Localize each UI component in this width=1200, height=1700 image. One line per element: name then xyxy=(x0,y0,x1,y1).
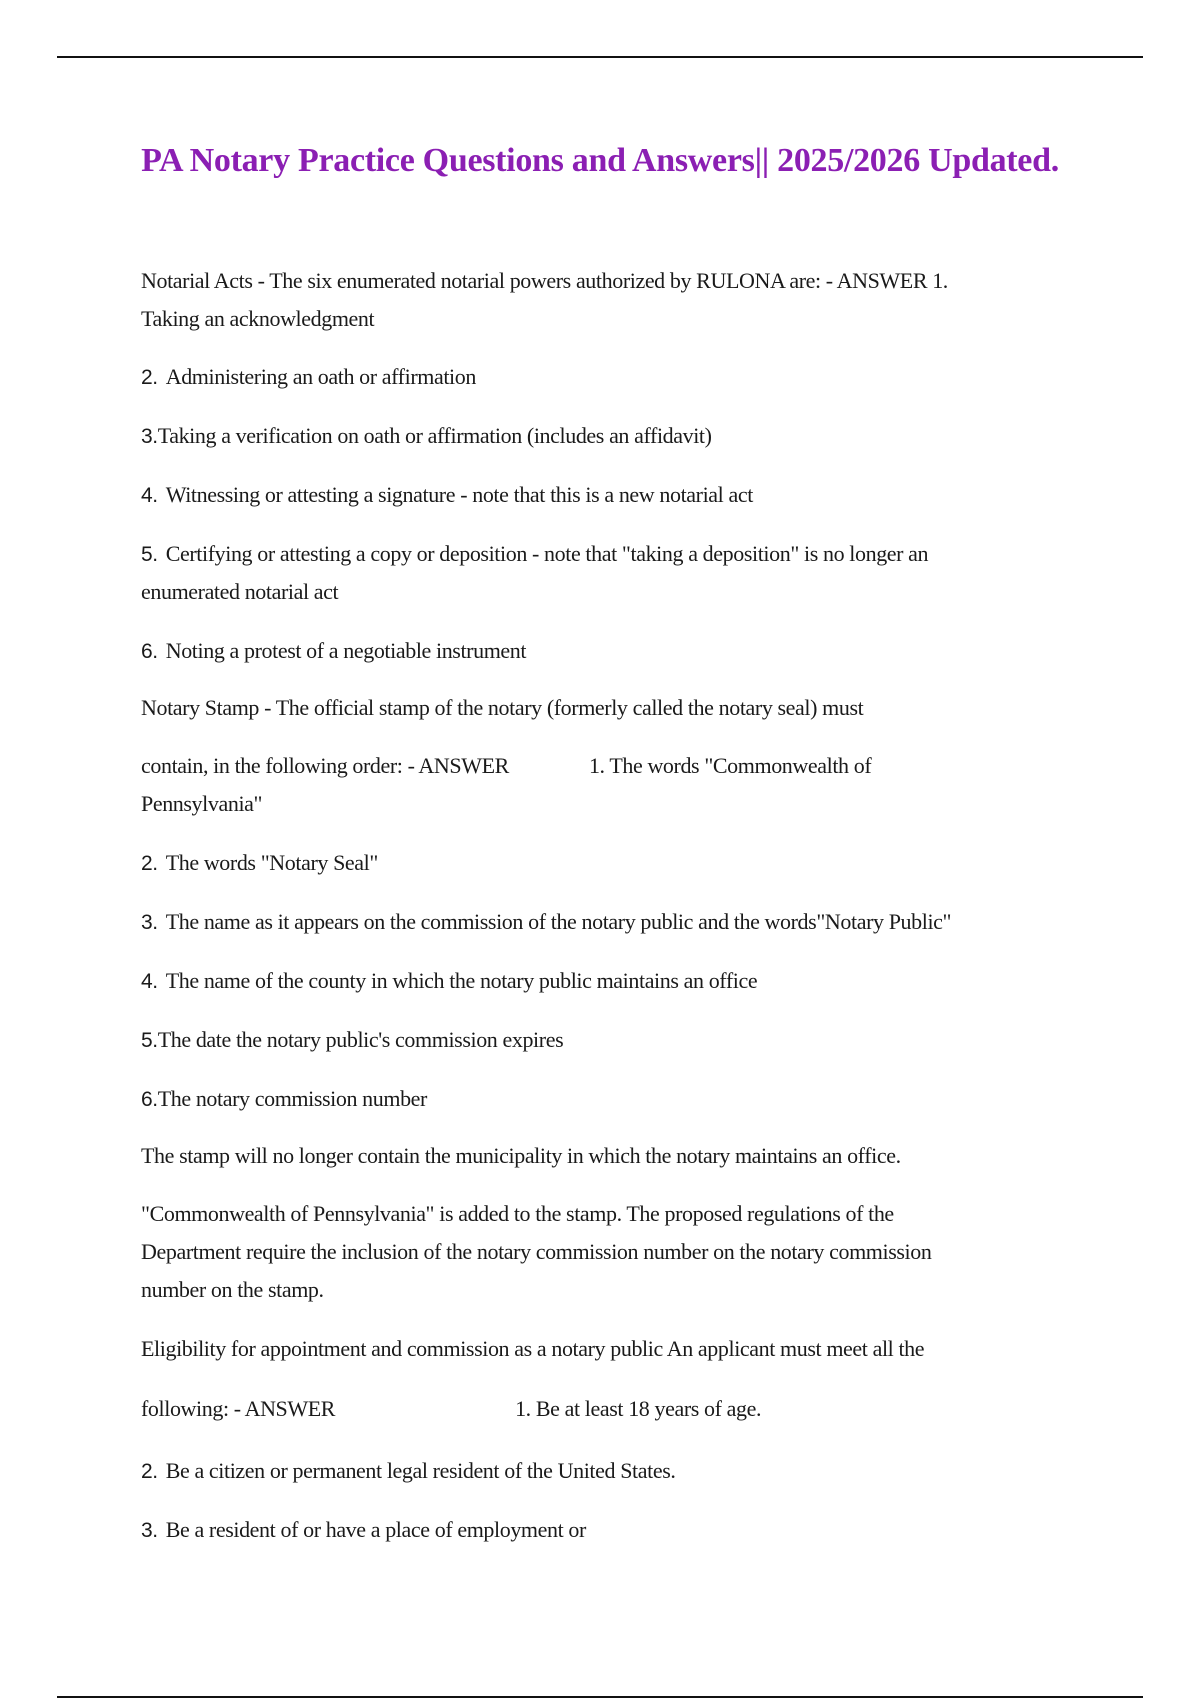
q3-prompt-text: following: - ANSWER xyxy=(141,1396,336,1421)
q3-item-3 xyxy=(141,1517,586,1543)
item-number: 4. xyxy=(141,484,158,507)
item-text: Noting a protest of a negotiable instrument xyxy=(165,638,527,663)
item-text: The words "Notary Seal" xyxy=(165,850,378,875)
q2-prompt-line3: Pennsylvania" xyxy=(141,791,263,816)
q2-prompt-text: contain, in the following order: - ANSWER xyxy=(141,753,509,778)
bottom-rule xyxy=(57,1696,1143,1698)
item-number: 3. xyxy=(141,1519,158,1542)
q1-prompt-line2: Taking an acknowledgment xyxy=(141,306,375,331)
q2-prompt-line1: Notary Stamp - The official stamp of the notary (formerly called the notary seal) must xyxy=(141,695,864,720)
q1-item-3 xyxy=(141,423,712,449)
item-number: 2. xyxy=(141,852,158,875)
item-text: The date the notary public's commission expires xyxy=(157,1027,564,1052)
item-text: Taking a verification on oath or affirmation (includes an affidavit) xyxy=(157,423,712,448)
item-text: Certifying or attesting a copy or deposition - note that "taking a deposition" is no longer an xyxy=(165,541,929,566)
q3-item-2 xyxy=(141,1458,675,1484)
q3-answer-start: 1. Be at least 18 years of age. xyxy=(515,1396,762,1421)
item-number: 5. xyxy=(141,543,158,566)
item-text: Administering an oath or affirmation xyxy=(165,364,476,389)
item-text: The name of the county in which the notary public maintains an office xyxy=(165,968,758,993)
q1-item-2 xyxy=(141,364,476,390)
q2-note-2-line3: number on the stamp. xyxy=(141,1277,324,1302)
item-number: 4. xyxy=(141,970,158,993)
item-number: 3. xyxy=(141,425,158,448)
q2-answer-start: 1. The words "Commonwealth of xyxy=(588,753,872,778)
q1-prompt-line1: Notarial Acts - The six enumerated notarial powers authorized by RULONA are: - ANSWER 1. xyxy=(141,268,948,293)
document-title: PA Notary Practice Questions and Answers|| 2025/2026 Updated. xyxy=(141,142,1059,179)
item-text: The name as it appears on the commission of the notary public and the words"Notary Public" xyxy=(165,909,952,934)
q3-prompt-line2 xyxy=(141,1396,761,1422)
q2-note-2-line2: Department require the inclusion of the notary commission number on the notary commission xyxy=(141,1239,932,1264)
q2-item-6 xyxy=(141,1086,427,1112)
q1-item-4 xyxy=(141,482,753,508)
item-text: Be a resident of or have a place of employment or xyxy=(165,1517,586,1542)
q1-item-5 xyxy=(141,541,928,567)
q2-note-2-line1: "Commonwealth of Pennsylvania" is added to the stamp. The proposed regulations of the xyxy=(141,1201,894,1226)
q2-item-4 xyxy=(141,968,757,994)
top-rule xyxy=(57,56,1143,58)
q2-item-5 xyxy=(141,1027,563,1053)
q2-prompt-line2 xyxy=(141,753,871,779)
item-number: 6. xyxy=(141,640,158,663)
item-number: 6. xyxy=(141,1088,158,1111)
q2-note-1: The stamp will no longer contain the municipality in which the notary maintains an office. xyxy=(141,1143,901,1168)
q2-item-2 xyxy=(141,850,378,876)
q2-item-3 xyxy=(141,909,951,935)
item-text: The notary commission number xyxy=(157,1086,427,1111)
q1-item-6 xyxy=(141,638,526,664)
q1-item-5-continuation: enumerated notarial act xyxy=(141,579,339,604)
q3-prompt-line1: Eligibility for appointment and commission as a notary public An applicant must meet all the xyxy=(141,1336,925,1361)
item-number: 5. xyxy=(141,1029,158,1052)
item-text: Witnessing or attesting a signature - note that this is a new notarial act xyxy=(165,482,753,507)
item-number: 3. xyxy=(141,911,158,934)
item-text: Be a citizen or permanent legal resident of the United States. xyxy=(165,1458,676,1483)
item-number: 2. xyxy=(141,1460,158,1483)
item-number: 2. xyxy=(141,366,158,389)
